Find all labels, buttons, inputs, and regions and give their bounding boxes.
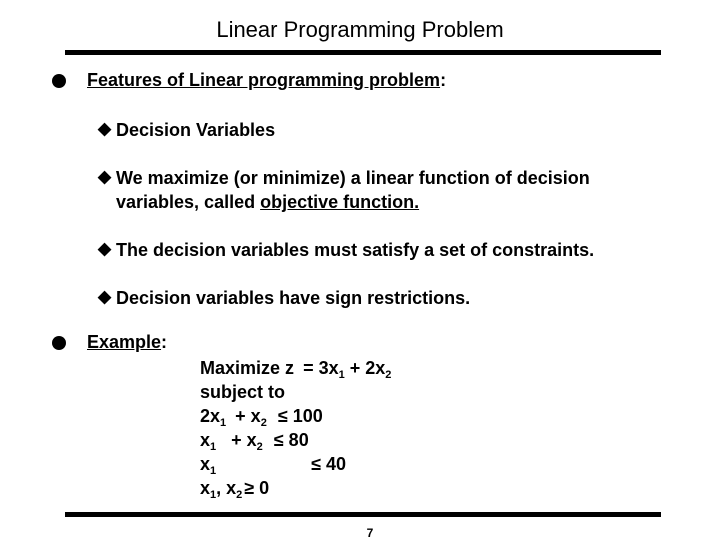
subject-to-line: subject to	[200, 382, 286, 402]
bottom-divider	[65, 512, 661, 517]
diamond-bullet-icon: ◆	[98, 239, 112, 258]
filled-circle-bullet-icon	[52, 74, 66, 88]
constraint-4: $x_1$, $x_2 \ge 0$	[200, 478, 270, 501]
features-heading-line: Features of Linear programming problem:	[87, 70, 447, 90]
diamond-bullet-icon: ◆	[98, 287, 112, 306]
filled-circle-bullet-icon	[52, 336, 66, 350]
slide-title: Linear Programming Problem	[216, 17, 504, 42]
constraint-3: $x_1 \le 40$	[200, 454, 347, 477]
page-number: 7	[366, 526, 374, 540]
feature-item-text: Decision variables have sign restrictions.	[116, 288, 471, 308]
objective-line: Maximize $z = 3x_1 + 2x_2$	[200, 358, 392, 381]
example-heading-line: Example:	[87, 332, 168, 352]
feature-item-text: The decision variables must satisfy a set of constraints.	[116, 240, 595, 260]
diamond-bullet-icon: ◆	[98, 119, 112, 138]
feature-item-text: Decision Variables	[116, 120, 276, 140]
features-heading: Features of Linear programming problem	[87, 70, 441, 90]
example-heading: Example	[87, 332, 162, 352]
top-divider	[65, 50, 661, 55]
diamond-bullet-icon: ◆	[98, 167, 112, 186]
objective-function-term: objective function.	[260, 192, 420, 212]
feature-item-text: We maximize (or minimize) a linear function of decision variables, called objective function.	[116, 168, 590, 212]
constraint-2: $x_1 + x_2 \le 80$	[200, 430, 309, 453]
constraint-1: $2x_1 + x_2 \le 100$	[200, 406, 323, 429]
